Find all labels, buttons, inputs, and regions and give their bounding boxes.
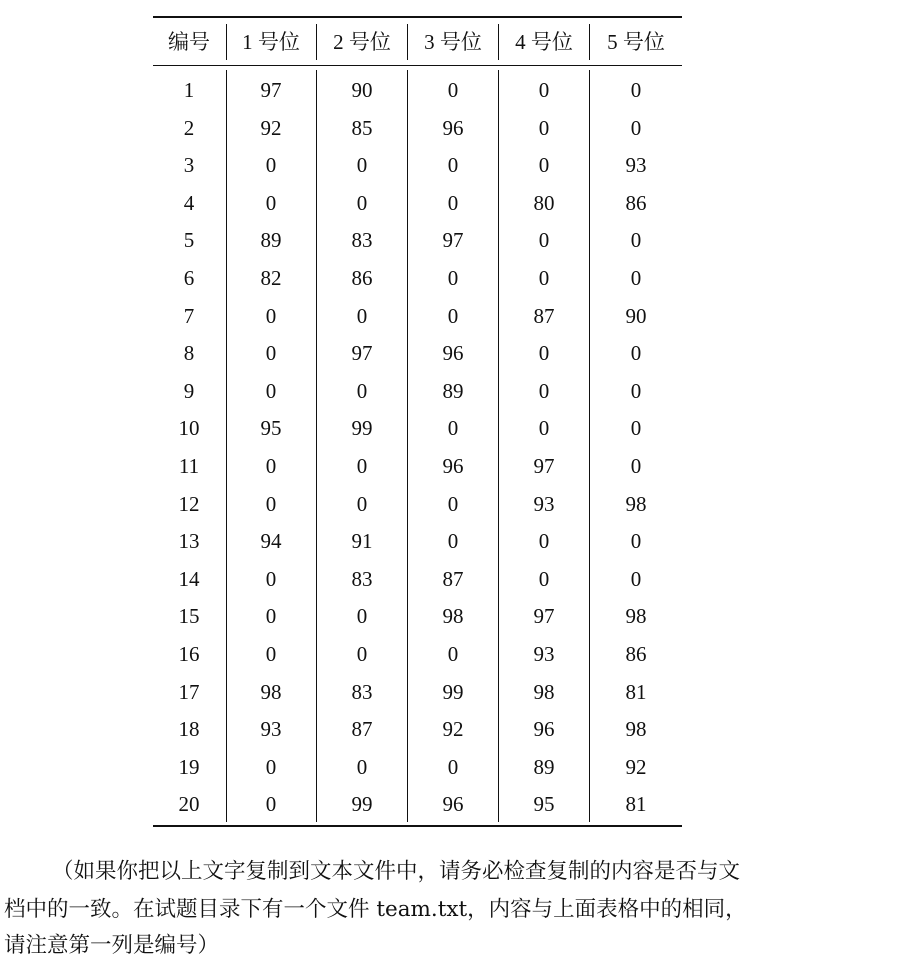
- score-cell: 99: [442, 679, 464, 704]
- score-cell: 0: [447, 642, 459, 666]
- score-cell: 93: [533, 491, 555, 516]
- score-cell: 0: [447, 266, 459, 290]
- score-cell: 98: [260, 679, 282, 704]
- score-cell: 0: [630, 378, 642, 403]
- score-cell: 0: [447, 754, 459, 779]
- score-cell: 92: [260, 115, 282, 140]
- score-cell: 0: [265, 303, 277, 328]
- score-cell: 95: [260, 416, 282, 441]
- score-cell: 0: [630, 341, 642, 366]
- row-number-cell: 14: [178, 566, 200, 591]
- score-cell: 81: [625, 679, 647, 704]
- row-number-cell: 1: [183, 78, 195, 102]
- score-cell: 99: [351, 416, 373, 441]
- score-cell: 98: [442, 604, 464, 629]
- row-number-cell: 11: [178, 454, 200, 478]
- row-number-cell: 19: [178, 754, 200, 779]
- score-cell: 0: [538, 566, 550, 591]
- score-cell: 80: [533, 190, 555, 215]
- note-line-1: （如果你把以上文字复制到文本文件中，请务必检查复制的内容是否与文: [52, 859, 741, 884]
- row-number-cell: 12: [178, 491, 200, 516]
- score-cell: 0: [356, 491, 368, 516]
- score-cell: 93: [260, 717, 282, 742]
- score-cell: 0: [447, 491, 459, 516]
- row-number-cell: 15: [178, 604, 200, 629]
- score-cell: 0: [356, 303, 368, 328]
- score-cell: 97: [533, 604, 555, 629]
- row-number-cell: 8: [183, 341, 195, 366]
- score-cell: 0: [356, 754, 368, 779]
- score-cell: 0: [630, 266, 642, 290]
- score-cell: 0: [630, 115, 642, 140]
- score-cell: 0: [265, 454, 277, 478]
- score-cell: 0: [356, 190, 368, 215]
- score-cell: 0: [538, 416, 550, 441]
- score-cell: 96: [442, 792, 464, 817]
- score-cell: 83: [351, 679, 373, 704]
- row-number-cell: 9: [183, 378, 195, 403]
- column-header: 2 号位: [333, 30, 391, 54]
- score-cell: 0: [356, 604, 368, 629]
- row-number-cell: 16: [178, 642, 200, 666]
- row-number-cell: 7: [183, 303, 195, 328]
- row-number-cell: 5: [183, 228, 195, 253]
- score-cell: 95: [533, 792, 555, 817]
- score-cell: 99: [351, 792, 373, 817]
- score-cell: 0: [447, 190, 459, 215]
- score-cell: 0: [538, 378, 550, 403]
- row-number-cell: 13: [178, 529, 200, 554]
- score-cell: 0: [265, 378, 277, 403]
- column-divider: [589, 70, 590, 822]
- score-cell: 0: [356, 153, 368, 178]
- column-header: 1 号位: [242, 30, 300, 54]
- score-cell: 89: [260, 228, 282, 253]
- score-cell: 98: [533, 679, 555, 704]
- score-cell: 0: [538, 115, 550, 140]
- column-header: 编号: [168, 30, 210, 54]
- score-cell: 93: [625, 153, 647, 178]
- score-cell: 0: [265, 754, 277, 779]
- note-line-2: 档中的一致。在试题目录下有一个文件 team.txt，内容与上面表格中的相同，: [4, 897, 747, 922]
- score-cell: 97: [351, 341, 373, 366]
- score-cell: 0: [447, 303, 459, 328]
- score-cell: 0: [630, 529, 642, 554]
- header-rule: [153, 65, 682, 66]
- column-divider: [316, 70, 317, 822]
- score-cell: 87: [351, 717, 373, 742]
- row-number-cell: 18: [178, 717, 200, 742]
- score-cell: 0: [447, 153, 459, 178]
- score-cell: 0: [265, 792, 277, 817]
- score-cell: 86: [625, 190, 647, 215]
- score-cell: 93: [533, 642, 555, 666]
- score-cell: 83: [351, 228, 373, 253]
- score-cell: 97: [260, 78, 282, 102]
- score-cell: 83: [351, 566, 373, 591]
- score-cell: 92: [442, 717, 464, 742]
- score-cell: 0: [538, 228, 550, 253]
- score-cell: 0: [538, 153, 550, 178]
- score-cell: 0: [630, 454, 642, 478]
- score-cell: 0: [538, 78, 550, 102]
- score-cell: 0: [447, 529, 459, 554]
- score-cell: 94: [260, 529, 282, 554]
- score-cell: 0: [265, 190, 277, 215]
- score-cell: 90: [351, 78, 373, 102]
- row-number-cell: 4: [183, 190, 195, 215]
- row-number-cell: 3: [183, 153, 195, 178]
- column-header: 5 号位: [607, 30, 665, 54]
- column-divider: [407, 70, 408, 822]
- score-cell: 0: [630, 566, 642, 591]
- score-cell: 0: [265, 491, 277, 516]
- score-cell: 0: [630, 416, 642, 441]
- score-cell: 96: [533, 717, 555, 742]
- column-divider: [226, 70, 227, 822]
- column-divider: [498, 70, 499, 822]
- score-cell: 90: [625, 303, 647, 328]
- score-cell: 86: [351, 266, 373, 290]
- row-number-cell: 20: [178, 792, 200, 817]
- score-cell: 0: [447, 416, 459, 441]
- score-cell: 0: [447, 78, 459, 102]
- score-cell: 82: [260, 266, 282, 290]
- score-cell: 0: [265, 341, 277, 366]
- score-cell: 0: [630, 228, 642, 253]
- score-cell: 98: [625, 604, 647, 629]
- score-cell: 89: [533, 754, 555, 779]
- score-cell: 0: [356, 454, 368, 478]
- score-cell: 97: [442, 228, 464, 253]
- score-cell: 0: [356, 378, 368, 403]
- score-cell: 96: [442, 454, 464, 478]
- column-header: 3 号位: [424, 30, 482, 54]
- score-cell: 89: [442, 378, 464, 403]
- score-cell: 0: [265, 566, 277, 591]
- score-cell: 87: [533, 303, 555, 328]
- row-number-cell: 2: [183, 115, 195, 140]
- score-cell: 0: [538, 529, 550, 554]
- score-cell: 96: [442, 115, 464, 140]
- note-line-3: 请注意第一列是编号）: [4, 933, 220, 958]
- score-cell: 97: [533, 454, 555, 478]
- top-rule: [153, 16, 682, 18]
- score-cell: 0: [538, 341, 550, 366]
- score-cell: 0: [265, 604, 277, 629]
- score-cell: 0: [356, 642, 368, 666]
- score-cell: 81: [625, 792, 647, 817]
- row-number-cell: 6: [183, 266, 195, 290]
- row-number-cell: 10: [178, 416, 200, 441]
- score-cell: 96: [442, 341, 464, 366]
- score-cell: 0: [265, 642, 277, 666]
- score-cell: 85: [351, 115, 373, 140]
- score-cell: 0: [265, 153, 277, 178]
- score-cell: 86: [625, 642, 647, 666]
- column-header: 4 号位: [515, 30, 573, 54]
- score-cell: 0: [538, 266, 550, 290]
- score-cell: 98: [625, 491, 647, 516]
- score-cell: 91: [351, 529, 373, 554]
- bottom-rule: [153, 825, 682, 827]
- score-cell: 98: [625, 717, 647, 742]
- score-cell: 87: [442, 566, 464, 591]
- row-number-cell: 17: [178, 679, 200, 704]
- score-cell: 0: [630, 78, 642, 102]
- score-cell: 92: [625, 754, 647, 779]
